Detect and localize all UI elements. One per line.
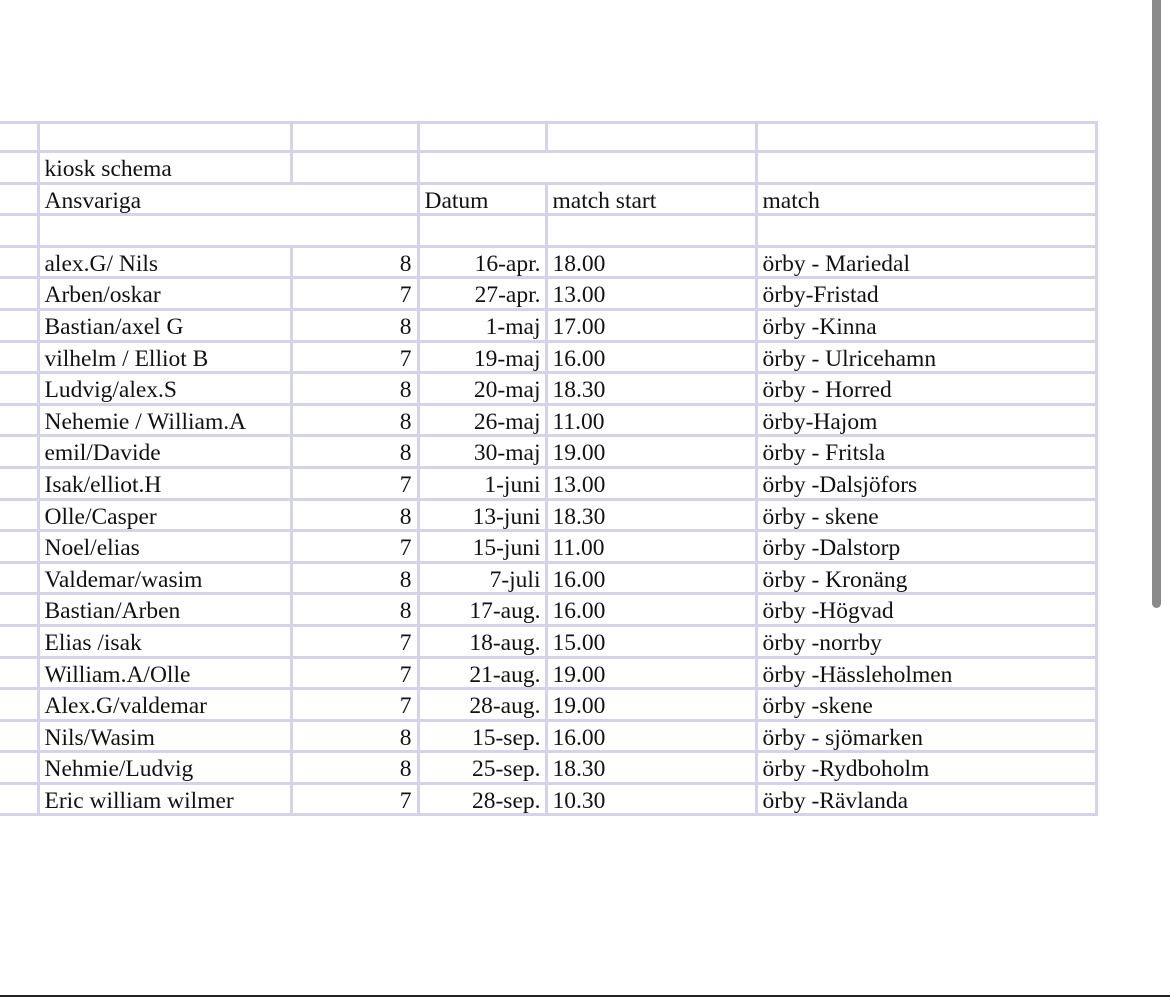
cell-match-start[interactable]: 19.00	[546, 689, 756, 721]
cell[interactable]	[0, 215, 38, 247]
cell-ansvariga[interactable]: Bastian/Arben	[38, 594, 291, 626]
cell-antal[interactable]: 8	[291, 720, 418, 752]
cell-ansvariga[interactable]: Alex.G/valdemar	[38, 689, 291, 721]
cell-match[interactable]: örby - Fritsla	[756, 436, 1096, 468]
cell-datum[interactable]: 27-apr.	[418, 278, 546, 310]
bottom-divider	[0, 995, 1170, 997]
cell-match[interactable]: örby -Högvad	[756, 594, 1096, 626]
table-row	[0, 436, 1096, 468]
cell-ansvariga[interactable]: Elias /isak	[38, 625, 291, 657]
cell-ansvariga[interactable]: alex.G/ Nils	[38, 246, 291, 278]
cell-datum[interactable]: 25-sep.	[418, 752, 546, 784]
cell[interactable]	[0, 657, 38, 689]
cell[interactable]	[0, 531, 38, 563]
cell-match-start[interactable]: 19.00	[546, 436, 756, 468]
cell-match-start[interactable]: 16.00	[546, 594, 756, 626]
cell[interactable]	[0, 752, 38, 784]
cell[interactable]	[0, 123, 38, 152]
cell-match-start[interactable]: 16.00	[546, 341, 756, 373]
header-match[interactable]: match	[756, 183, 1096, 215]
cell-match-start[interactable]: 13.00	[546, 467, 756, 499]
table-row	[0, 531, 1096, 563]
cell[interactable]	[0, 341, 38, 373]
cell-datum[interactable]: 18-aug.	[418, 625, 546, 657]
cell-ansvariga[interactable]: William.A/Olle	[38, 657, 291, 689]
cell[interactable]	[0, 783, 38, 815]
cell-datum[interactable]: 13-juni	[418, 499, 546, 531]
cell[interactable]	[756, 215, 1096, 247]
cell-antal[interactable]: 7	[291, 278, 418, 310]
cell-ansvariga[interactable]: Olle/Casper	[38, 499, 291, 531]
table-row	[0, 783, 1096, 815]
cell-match-start[interactable]: 18.30	[546, 499, 756, 531]
cell-match[interactable]: örby-Fristad	[756, 278, 1096, 310]
title-row	[0, 152, 1096, 184]
table-row	[0, 404, 1096, 436]
cell-datum[interactable]: 7-juli	[418, 562, 546, 594]
cell[interactable]	[546, 123, 756, 152]
cell[interactable]	[0, 594, 38, 626]
cell-datum[interactable]: 17-aug.	[418, 594, 546, 626]
cell[interactable]	[0, 720, 38, 752]
cell-antal[interactable]: 8	[291, 404, 418, 436]
cell-datum[interactable]: 28-aug.	[418, 689, 546, 721]
cell-match[interactable]: örby -Rydboholm	[756, 752, 1096, 784]
cell-antal[interactable]: 7	[291, 689, 418, 721]
cell-match-start[interactable]: 17.00	[546, 309, 756, 341]
cell-match[interactable]: örby - Horred	[756, 373, 1096, 405]
cell-ansvariga[interactable]: Nils/Wasim	[38, 720, 291, 752]
cell-match-start[interactable]: 16.00	[546, 562, 756, 594]
cell-ansvariga[interactable]: Isak/elliot.H	[38, 467, 291, 499]
cell[interactable]	[38, 215, 418, 247]
table-row	[0, 246, 1096, 278]
cell[interactable]	[756, 152, 1096, 184]
cell-match[interactable]: örby -Dalstorp	[756, 531, 1096, 563]
cell-datum[interactable]: 15-sep.	[418, 720, 546, 752]
cell-ansvariga[interactable]: Noel/elias	[38, 531, 291, 563]
cell[interactable]	[756, 123, 1096, 152]
vertical-scrollbar[interactable]	[1152, 0, 1161, 608]
cell-match-start[interactable]: 18.00	[546, 246, 756, 278]
cell-match-start[interactable]: 11.00	[546, 404, 756, 436]
cell-antal[interactable]: 8	[291, 436, 418, 468]
cell-antal[interactable]: 7	[291, 657, 418, 689]
table-row	[0, 499, 1096, 531]
cell-antal[interactable]: 8	[291, 309, 418, 341]
cell-ansvariga[interactable]: Nehemie / William.A	[38, 404, 291, 436]
cell-antal[interactable]: 7	[291, 341, 418, 373]
table-row	[0, 562, 1096, 594]
cell-ansvariga[interactable]: Arben/oskar	[38, 278, 291, 310]
cell-match-start[interactable]: 11.00	[546, 531, 756, 563]
cell[interactable]	[0, 373, 38, 405]
cell-antal[interactable]: 8	[291, 246, 418, 278]
cell-ansvariga[interactable]: Bastian/axel G	[38, 309, 291, 341]
cell-match-start[interactable]: 10.30	[546, 783, 756, 815]
cell-datum[interactable]: 19-maj	[418, 341, 546, 373]
cell-antal[interactable]: 7	[291, 467, 418, 499]
cell[interactable]	[0, 562, 38, 594]
cell-match[interactable]: örby - Ulricehamn	[756, 341, 1096, 373]
cell-datum[interactable]: 15-juni	[418, 531, 546, 563]
cell[interactable]	[0, 183, 38, 215]
cell[interactable]	[38, 123, 291, 152]
table-row	[0, 594, 1096, 626]
cell[interactable]	[0, 404, 38, 436]
cell-match-start[interactable]: 15.00	[546, 625, 756, 657]
cell-ansvariga[interactable]: Ludvig/alex.S	[38, 373, 291, 405]
cell-datum[interactable]: 28-sep.	[418, 783, 546, 815]
cell-antal[interactable]: 7	[291, 531, 418, 563]
cell-antal[interactable]: 8	[291, 752, 418, 784]
table-row	[0, 625, 1096, 657]
cell-antal[interactable]: 7	[291, 783, 418, 815]
cell-antal[interactable]: 8	[291, 594, 418, 626]
empty-row	[0, 123, 1096, 152]
empty-row	[0, 215, 1096, 247]
table-row	[0, 689, 1096, 721]
cell-match[interactable]: örby - skene	[756, 499, 1096, 531]
cell[interactable]	[546, 215, 756, 247]
spreadsheet-table	[0, 121, 1098, 816]
cell-match[interactable]: örby -skene	[756, 689, 1096, 721]
cell-ansvariga[interactable]: emil/Davide	[38, 436, 291, 468]
cell-match[interactable]: örby -norrby	[756, 625, 1096, 657]
cell[interactable]	[0, 689, 38, 721]
cell[interactable]	[291, 123, 418, 152]
table-row	[0, 657, 1096, 689]
cell-match[interactable]: örby -Hässleholmen	[756, 657, 1096, 689]
cell-datum[interactable]: 21-aug.	[418, 657, 546, 689]
cell-match[interactable]: örby -Kinna	[756, 309, 1096, 341]
table-row	[0, 278, 1096, 310]
cell-match[interactable]: örby - sjömarken	[756, 720, 1096, 752]
cell[interactable]	[418, 152, 756, 184]
cell-datum[interactable]: 1-juni	[418, 467, 546, 499]
cell-ansvariga[interactable]: vilhelm / Elliot B	[38, 341, 291, 373]
cell-match-start[interactable]: 19.00	[546, 657, 756, 689]
header-datum[interactable]: Datum	[418, 183, 546, 215]
cell[interactable]	[418, 215, 546, 247]
cell-match-start[interactable]: 18.30	[546, 373, 756, 405]
cell[interactable]	[291, 152, 418, 184]
cell[interactable]	[0, 625, 38, 657]
cell-antal[interactable]: 7	[291, 625, 418, 657]
cell-match-start[interactable]: 16.00	[546, 720, 756, 752]
cell-ansvariga[interactable]: Valdemar/wasim	[38, 562, 291, 594]
cell-match-start[interactable]: 13.00	[546, 278, 756, 310]
cell-datum[interactable]: 26-maj	[418, 404, 546, 436]
cell-datum[interactable]: 20-maj	[418, 373, 546, 405]
cell-match-start[interactable]: 18.30	[546, 752, 756, 784]
cell-datum[interactable]: 16-apr.	[418, 246, 546, 278]
cell[interactable]	[0, 278, 38, 310]
sheet-title[interactable]: kiosk schema	[38, 152, 291, 184]
cell-match[interactable]: örby - Mariedal	[756, 246, 1096, 278]
cell-match[interactable]: örby - Kronäng	[756, 562, 1096, 594]
cell-match[interactable]: örby -Dalsjöfors	[756, 467, 1096, 499]
cell[interactable]	[0, 499, 38, 531]
cell[interactable]	[0, 152, 38, 184]
table-row	[0, 752, 1096, 784]
header-match-start[interactable]: match start	[546, 183, 756, 215]
header-row	[0, 183, 1096, 215]
cell-datum[interactable]: 30-maj	[418, 436, 546, 468]
table-row	[0, 467, 1096, 499]
cell-antal[interactable]: 8	[291, 562, 418, 594]
cell-match[interactable]: örby-Hajom	[756, 404, 1096, 436]
table-row	[0, 720, 1096, 752]
table-row	[0, 373, 1096, 405]
table-row	[0, 341, 1096, 373]
table-row	[0, 309, 1096, 341]
cell[interactable]	[0, 246, 38, 278]
cell-antal[interactable]: 8	[291, 373, 418, 405]
header-ansvariga[interactable]: Ansvariga	[38, 183, 418, 215]
cell[interactable]	[0, 436, 38, 468]
cell-ansvariga[interactable]: Nehmie/Ludvig	[38, 752, 291, 784]
cell[interactable]	[418, 123, 546, 152]
cell[interactable]	[0, 467, 38, 499]
cell-ansvariga[interactable]: Eric william wilmer	[38, 783, 291, 815]
cell[interactable]	[0, 309, 38, 341]
cell-datum[interactable]: 1-maj	[418, 309, 546, 341]
cell-match[interactable]: örby -Rävlanda	[756, 783, 1096, 815]
cell-antal[interactable]: 8	[291, 499, 418, 531]
